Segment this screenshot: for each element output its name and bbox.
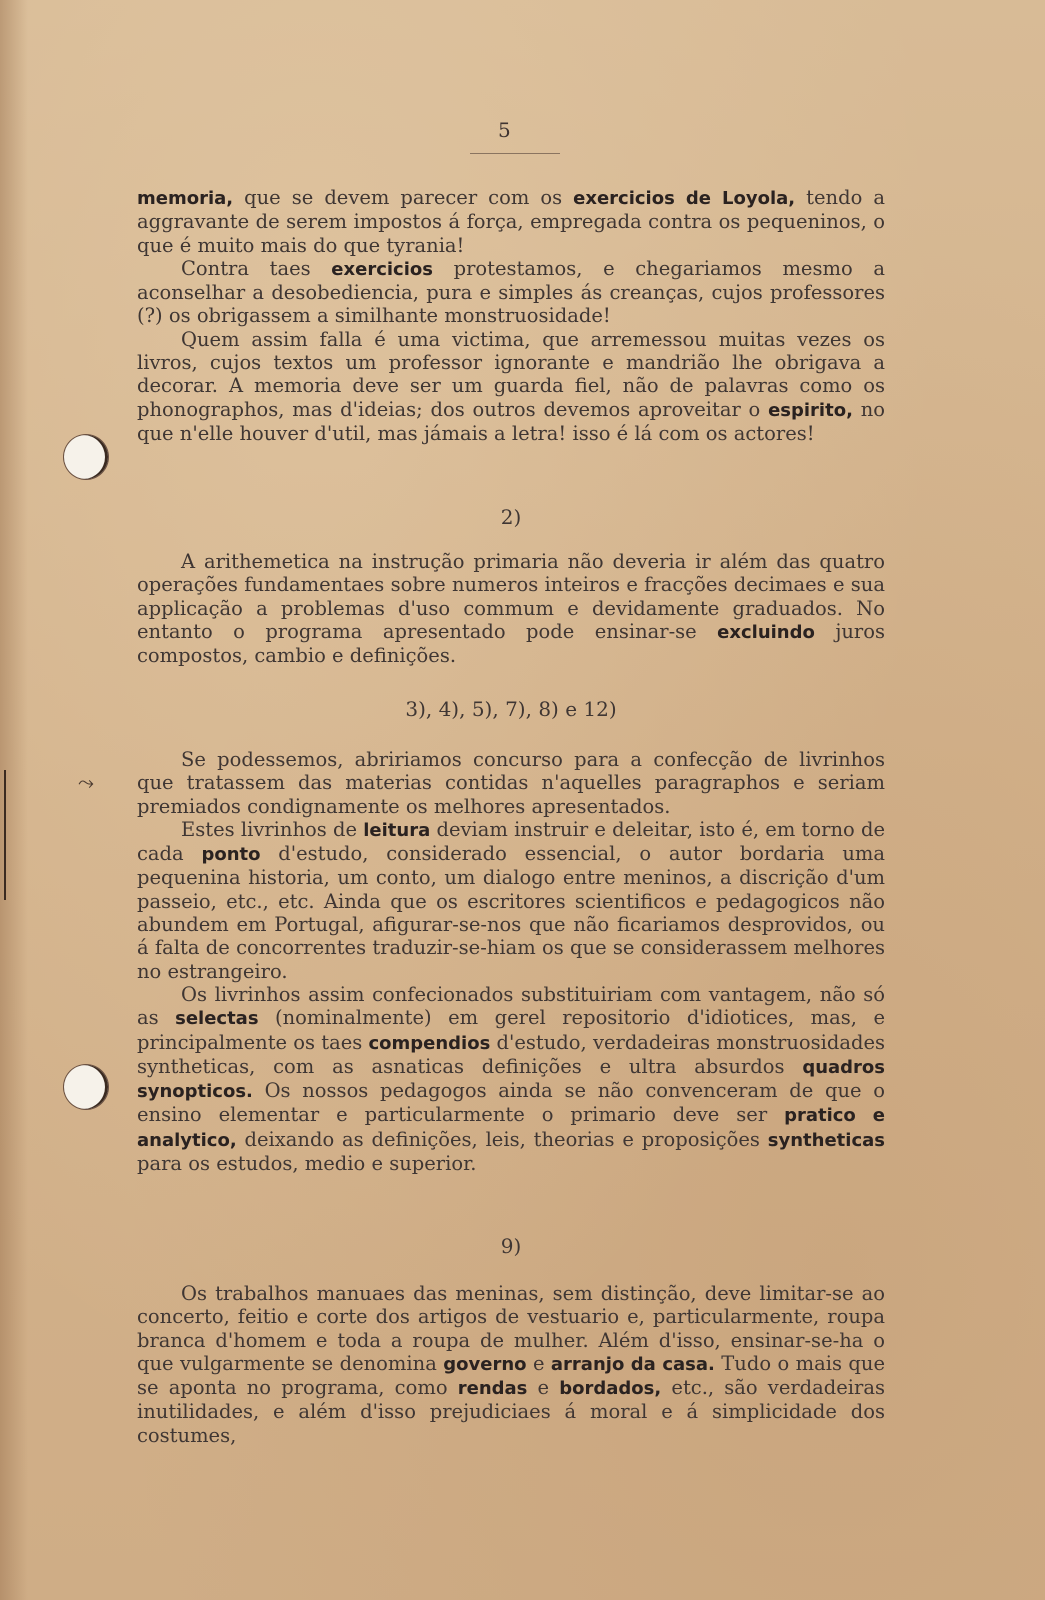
paragraph-se-podessemos: Se podessemos, abririamos concurso para a confecção de livrinhos que tratassem das materias contidas n'aquelles paragraphos e seriam premiados condignamente os melhores apresentados.: [137, 748, 885, 818]
paragraph-block-3: [137, 748, 885, 1175]
punch-hole-upper: [64, 435, 108, 479]
section-heading-9: 9): [500, 1234, 522, 1258]
section-heading-3-12: 3), 4), 5), 7), 8) e 12): [405, 697, 617, 721]
page-number: 5: [498, 118, 511, 142]
paragraph-memoria: memoria, que se devem parecer com os exercicios de Loyola, tendo a aggravante de serem impostos á força, empregada contra os pequeninos, o que é muito mais do que tyrania!: [137, 186, 885, 257]
paragraph-estes-livrinhos: Estes livrinhos de leitura deviam instruir e deleitar, isto é, em torno de cada ponto d'estudo, considerado essencial, o autor bordaria uma pequenina historia, um conto, um dialogo entre meninos, a discrição d'um passeio, etc., etc. Ainda que os escritores scientificos e pedagogicos não abundem em Portugal, afigurar-se-nos que não ficariamos desprovidos, ou á falta de concorrentes traduzir-se-hiam os que se considerassem melhores no estrangeiro.: [137, 817, 885, 983]
paragraph-trabalhos-manuaes: Os trabalhos manuaes das meninas, sem distinção, deve limitar-se ao concerto, feitio e corte dos artigos de vestuario e, particularmente, roupa branca d'homem e toda a roupa de mulher. Além d'isso, ensinar-se-ha o que vulgarmente se denomina governo e arranjo da casa. Tudo o mais que se aponta no programa, como rendas e bordados, etc., são verdadeiras inutilidades, e além d'isso prejudiciaes á moral e á simplicidade dos costumes,: [137, 1282, 886, 1447]
paragraph-os-livrinhos: Os livrinhos assim confecionados substituiriam com vantagem, não só as selectas (nominalmente) em gerel repositorio d'idiotices, mas, e principalmente os taes compendios d'estudo, verdadeiras monstruosidades syntheticas, com as asnaticas definições e ultra absurdos quadros synopticos. Os nossos pedagogos ainda se não convenceram de que o ensino elementar e particularmente o primario deve ser pratico e analytico, deixando as definições, leis, theorias e proposições syntheticas para os estudos, medio e superior.: [137, 982, 886, 1176]
paragraph-block-4: [137, 1282, 885, 1447]
paragraph-block-2: [137, 550, 885, 667]
binding-edge-mark: [4, 770, 6, 900]
paragraph-arithemetica: A arithemetica na instrução primaria não deveria ir além das quatro operações fundamentaes sobre numeros inteiros e fracções decimaes e sua applicação a problemas d'uso commum e devidamente graduados. No entanto o programa apresentado pode ensinar-se excluindo juros compostos, cambio e definições.: [137, 550, 885, 668]
punch-hole-lower: [64, 1065, 108, 1109]
paragraph-contra-taes: Contra taes exercicios protestamos, e chegariamos mesmo a aconselhar a desobediencia, pura e simples ás creanças, cujos professores (?) os obrigassem a similhante monstruosidade!: [137, 256, 885, 328]
header-rule: [470, 153, 560, 154]
paragraph-block-1: [137, 186, 885, 445]
section-heading-2: 2): [500, 505, 522, 529]
paragraph-quem-assim: Quem assim falla é uma victima, que arremessou muitas vezes os livros, cujos textos um professor ignorante e mandrião lhe obrigava a decorar. A memoria deve ser um guarda fiel, não de palavras como os phonographos, mas d'ideias; dos outros devemos aproveitar o espirito, no que n'elle houver d'util, mas jámais a letra! isso é lá com os actores!: [137, 327, 885, 445]
paper-clip-mark: ⤳: [78, 770, 94, 794]
